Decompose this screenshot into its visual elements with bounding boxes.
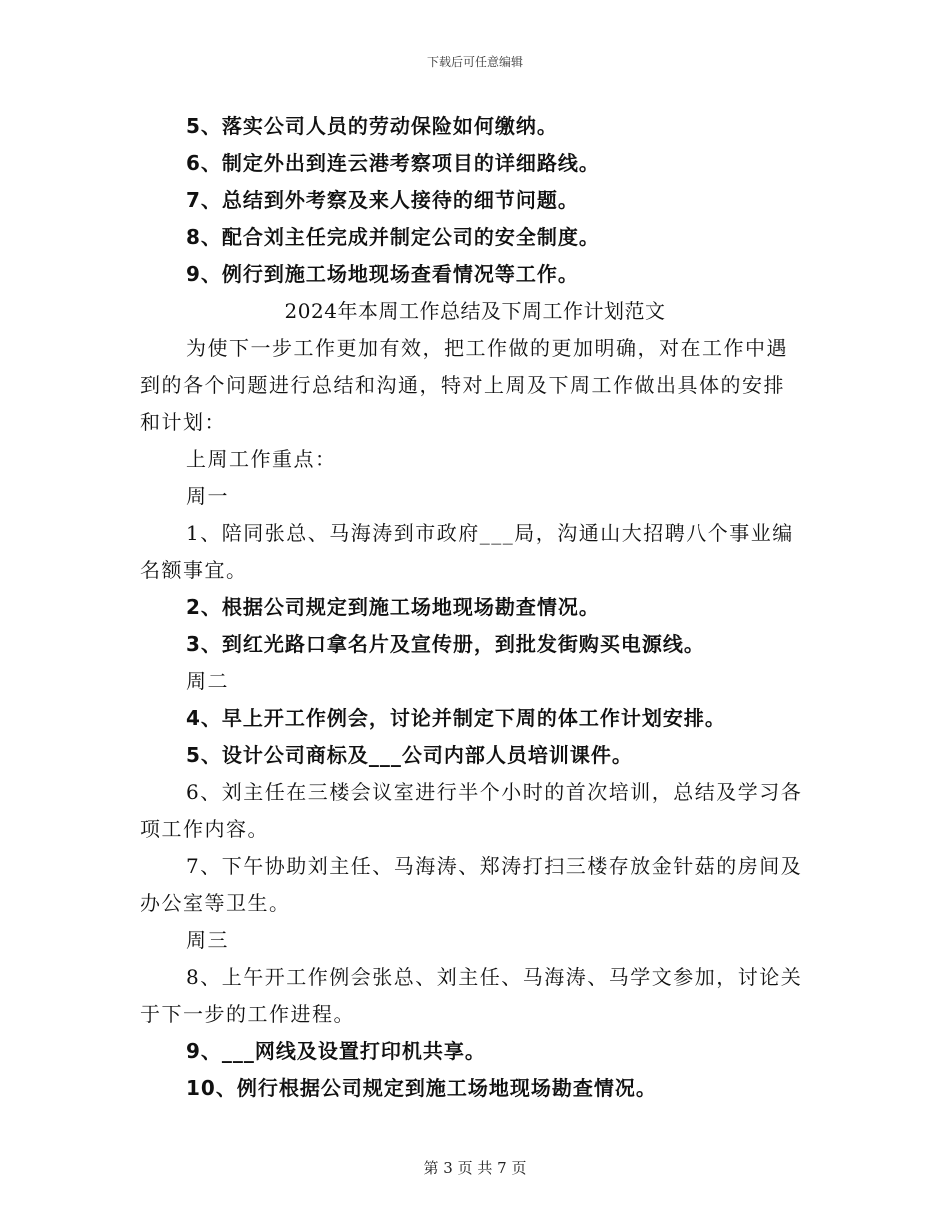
- intro-paragraph-line: 和计划：: [140, 410, 226, 434]
- item-8-line: 8、上午开工作例会张总、刘主任、马海涛、马学文参加，讨论关: [186, 965, 803, 989]
- section-title: 2024年本周工作总结及下周工作计划范文: [284, 299, 666, 323]
- item-9: 9、___网线及设置打印机共享。: [186, 1039, 486, 1063]
- intro-paragraph-line: 为使下一步工作更加有效，把工作做的更加明确，对在工作中遇: [186, 336, 788, 360]
- intro-paragraph-line: 到的各个问题进行总结和沟通，特对上周及下周工作做出具体的安排: [140, 373, 785, 397]
- list-item: 5、落实公司人员的劳动保险如何缴纳。: [186, 114, 558, 138]
- item-8-line: 于下一步的工作进程。: [140, 1002, 355, 1026]
- last-week-heading: 上周工作重点：: [186, 447, 337, 471]
- item-7-line: 办公室等卫生。: [140, 891, 291, 915]
- page-number: 第 3 页 共 7 页: [423, 1159, 527, 1177]
- item-7-line: 7、下午协助刘主任、马海涛、郑涛打扫三楼存放金针菇的房间及: [186, 854, 803, 878]
- document-body: [140, 108, 810, 1107]
- item-1-line: 1、陪同张总、马海涛到市政府___局，沟通山大招聘八个事业编: [186, 521, 794, 545]
- day-heading-tuesday: 周二: [186, 669, 229, 693]
- page-header: 下载后可任意编辑: [426, 55, 523, 69]
- item-3: 3、到红光路口拿名片及宣传册，到批发街购买电源线。: [186, 632, 705, 656]
- list-item: 8、配合刘主任完成并制定公司的安全制度。: [186, 225, 600, 249]
- list-item: 6、制定外出到连云港考察项目的详细路线。: [186, 151, 600, 175]
- list-item: 7、总结到外考察及来人接待的细节问题。: [186, 188, 579, 212]
- item-10: 10、例行根据公司规定到施工场地现场勘查情况。: [186, 1076, 657, 1100]
- item-4: 4、早上开工作例会，讨论并制定下周的体工作计划安排。: [186, 706, 726, 730]
- item-6-line: 项工作内容。: [140, 817, 269, 841]
- day-heading-wednesday: 周三: [186, 928, 229, 952]
- item-5: 5、设计公司商标及___公司内部人员培训课件。: [186, 743, 633, 767]
- day-heading-monday: 周一: [186, 484, 229, 508]
- list-item: 9、例行到施工场地现场查看情况等工作。: [186, 262, 579, 286]
- item-6-line: 6、刘主任在三楼会议室进行半个小时的首次培训，总结及学习各: [186, 780, 803, 804]
- item-1-line: 名额事宜。: [140, 558, 248, 582]
- item-2: 2、根据公司规定到施工场地现场勘查情况。: [186, 595, 600, 619]
